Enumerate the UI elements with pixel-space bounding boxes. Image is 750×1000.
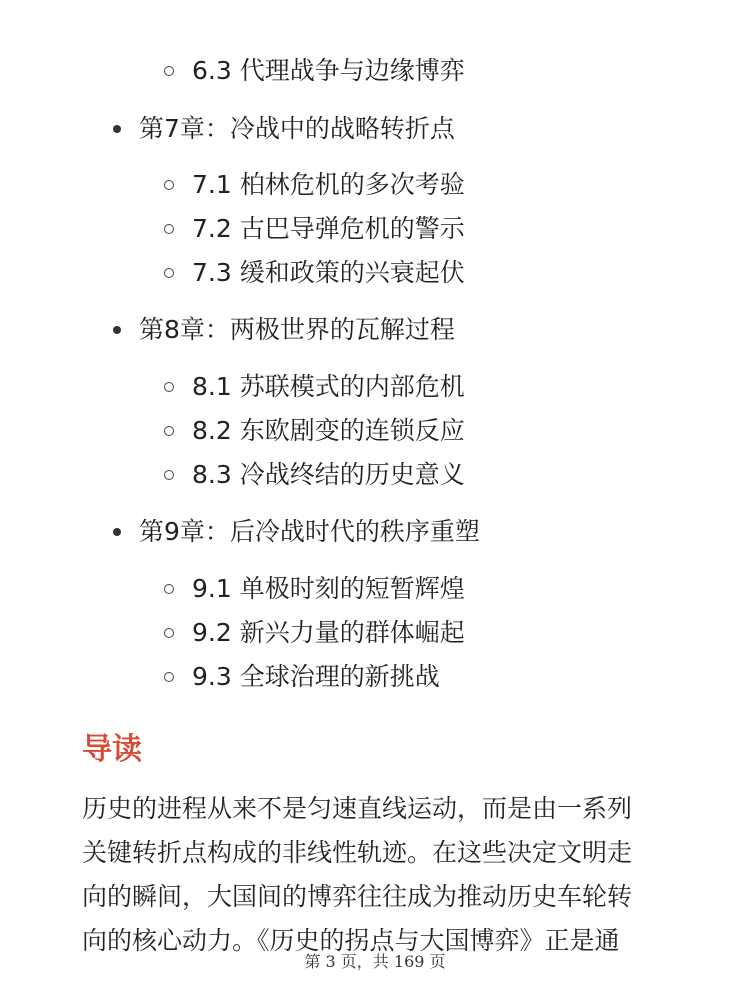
- circle-bullet-icon: [164, 470, 174, 480]
- intro-line: 关键转折点构成的非线性轨迹。在这些决定文明走: [82, 838, 633, 867]
- circle-bullet-icon: [164, 628, 174, 638]
- toc-entry-text: 第8章：两极世界的瓦解过程: [139, 315, 455, 344]
- toc-section-7-2[interactable]: [164, 212, 465, 246]
- toc-entry-text: 9.3 全球治理的新挑战: [192, 662, 440, 691]
- toc-entry-text: 8.2 东欧剧变的连锁反应: [192, 416, 465, 445]
- circle-bullet-icon: [164, 268, 174, 278]
- intro-line: 历史的进程从来不是匀速直线运动，而是由一系列: [82, 794, 633, 823]
- circle-bullet-icon: [164, 426, 174, 436]
- intro-paragraph: [82, 787, 672, 963]
- toc-entry-text: 9.1 单极时刻的短暂辉煌: [192, 574, 465, 603]
- circle-bullet-icon: [164, 382, 174, 392]
- toc-section-9-1[interactable]: [164, 572, 465, 606]
- circle-bullet-icon: [164, 180, 174, 190]
- toc-entry-text: 第9章：后冷战时代的秩序重塑: [139, 517, 480, 546]
- toc-entry-text: 6.3 代理战争与边缘博弈: [192, 56, 465, 85]
- disc-bullet-icon: [113, 125, 121, 133]
- disc-bullet-icon: [113, 326, 121, 334]
- circle-bullet-icon: [164, 66, 174, 76]
- toc-chapter-9[interactable]: [113, 515, 480, 549]
- toc-entry-text: 第7章：冷战中的战略转折点: [139, 114, 455, 143]
- circle-bullet-icon: [164, 672, 174, 682]
- toc-chapter-8[interactable]: [113, 313, 455, 347]
- circle-bullet-icon: [164, 584, 174, 594]
- toc-section-7-1[interactable]: [164, 168, 465, 202]
- toc-section-8-1[interactable]: [164, 370, 465, 404]
- toc-section-9-3[interactable]: [164, 660, 440, 694]
- intro-line: 向的核心动力。《历史的拐点与大国博弈》正是通: [82, 926, 620, 955]
- toc-section-9-2[interactable]: [164, 616, 465, 650]
- page-footer: 第 3 页，共 169 页: [304, 952, 446, 971]
- toc-section-8-3[interactable]: [164, 458, 465, 492]
- intro-line: 向的瞬间，大国间的博弈往往成为推动历史车轮转: [82, 882, 633, 911]
- toc-chapter-7[interactable]: [113, 112, 455, 146]
- toc-entry-text: 8.3 冷战终结的历史意义: [192, 460, 465, 489]
- toc-entry-text: 7.2 古巴导弹危机的警示: [192, 214, 465, 243]
- toc-section-8-2[interactable]: [164, 414, 465, 448]
- toc-entry-text: 7.1 柏林危机的多次考验: [192, 170, 465, 199]
- toc-entry-text: 9.2 新兴力量的群体崛起: [192, 618, 465, 647]
- toc-entry-text: 8.1 苏联模式的内部危机: [192, 372, 465, 401]
- toc-section-6-3[interactable]: [164, 54, 465, 88]
- disc-bullet-icon: [113, 528, 121, 536]
- circle-bullet-icon: [164, 224, 174, 234]
- intro-heading: 导读: [82, 732, 142, 767]
- toc-section-7-3[interactable]: [164, 256, 465, 290]
- toc-entry-text: 7.3 缓和政策的兴衰起伏: [192, 258, 465, 287]
